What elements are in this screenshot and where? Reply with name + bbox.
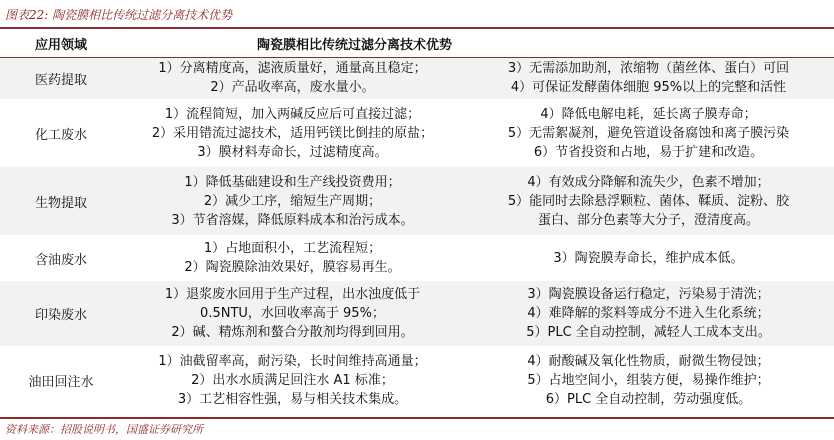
advantage-line: 2）采用错流过滤技术，适用钙镁比倒挂的原盐；	[151, 125, 434, 141]
advantage-line: 4）难降解的浆料等成分不进入生化系统；	[527, 306, 770, 321]
row-field: 油田回注水	[28, 375, 94, 390]
advantage-line: 3）无需添加助剂，浓缩物（菌丝体、蛋白）可回	[507, 61, 790, 76]
row-advantages-left	[122, 167, 463, 235]
advantage-line: 3）节省溶媒，降低原料成本和治污成本。	[171, 212, 414, 228]
advantage-line: 4）降低电解电耗，延长离子膜寿命；	[540, 106, 757, 122]
header-rule	[0, 57, 834, 58]
row-advantages-left	[122, 57, 463, 99]
row-field: 生物提取	[0, 167, 122, 235]
advantage-line: 4）有效成分降解和流失少，色素不增加；	[527, 174, 770, 190]
row-advantages-right	[463, 99, 834, 167]
table-row	[0, 167, 834, 235]
row-advantages-left	[122, 235, 463, 281]
table-row	[0, 99, 834, 167]
advantage-line: 3）工艺相容性强，易与相关技术集成。	[177, 392, 408, 407]
table-row	[0, 235, 834, 281]
advantage-line: 1）分离精度高，滤液质量好，通量高且稳定；	[158, 61, 427, 76]
advantage-line: 2）碱、精炼剂和螯合分散剂均得到回用。	[171, 325, 414, 340]
row-advantages-right	[463, 167, 834, 235]
row-advantages-left	[122, 99, 463, 167]
advantage-line: 6）PLC 全自动控制，劳动强度低。	[545, 392, 752, 407]
advantage-line: 3）陶瓷膜设备运行稳定，污染易于清洗；	[527, 287, 770, 302]
row-field: 医药提取	[0, 57, 122, 99]
advantage-line: 0.5NTU，水回收率高于 95%；	[200, 306, 385, 321]
advantage-line: 蛋白、部分色素等大分子，澄清度高。	[538, 212, 760, 228]
advantage-line: 1）降低基础建设和生产线投资费用；	[184, 174, 401, 190]
table-header-row	[0, 29, 834, 57]
advantage-line: 3）膜材料寿命长，过滤精度高。	[197, 144, 388, 160]
advantage-line: 2）产品收率高，废水量小。	[210, 80, 375, 95]
advantage-line: 2）出水水质满足回注水 A1 标准；	[191, 373, 394, 388]
row-field: 印染废水	[0, 281, 122, 346]
advantage-line: 1）退浆废水回用于生产过程，出水浊度低于	[164, 287, 421, 302]
table-row	[0, 281, 834, 346]
advantage-line: 1）占地面积小，工艺流程短；	[203, 241, 382, 256]
advantage-line: 3）陶瓷膜寿命长，维护成本低。	[553, 250, 744, 266]
advantage-line: 1）油截留率高，耐污染，长时间维持高通量；	[158, 354, 427, 369]
advantage-line: 1）流程简短，加入两碱反应后可直接过滤；	[164, 106, 421, 122]
header-field: 应用领域	[34, 37, 87, 53]
advantage-line: 6）节省投资和占地，易于扩建和改造。	[533, 144, 764, 160]
row-advantages-right	[463, 346, 834, 415]
table-row	[0, 57, 834, 99]
source-note: 资料来源：招股说明书，国盛证券研究所	[5, 423, 203, 436]
figure-title: 图表22: 陶瓷膜相比传统过滤分离技术优势	[5, 8, 233, 22]
row-advantages-left	[122, 346, 463, 415]
advantage-line: 5）占地空间小，组装方便，易操作维护；	[527, 373, 770, 388]
table-row	[0, 346, 834, 415]
row-advantages-right	[463, 235, 834, 281]
row-field: 化工废水	[34, 127, 87, 143]
row-advantages-left	[122, 281, 463, 346]
advantages-table	[0, 29, 834, 415]
advantage-line: 5）能同时去除悬浮颗粒、菌体、鞣质、淀粉、胶	[507, 193, 790, 209]
row-advantages-right	[463, 57, 834, 99]
advantage-line: 4）可保证发酵菌体细胞 95%以上的完整和活性	[510, 80, 787, 95]
row-advantages-right	[463, 281, 834, 346]
bottom-rule	[0, 417, 834, 419]
advantage-line: 5）无需絮凝剂，避免管道设备腐蚀和离子膜污染	[507, 125, 790, 141]
advantage-line: 2）陶瓷膜除油效果好，膜容易再生。	[184, 260, 401, 275]
advantage-line: 4）耐酸碱及氧化性物质，耐微生物侵蚀；	[527, 354, 770, 369]
header-advantages: 陶瓷膜相比传统过滤分离技术优势	[257, 37, 453, 53]
advantage-line: 2）减少工序，缩短生产周期；	[203, 193, 382, 209]
row-field: 含油废水	[34, 252, 87, 268]
advantage-line: 5）PLC 全自动控制，减轻人工成本支出。	[526, 325, 771, 340]
